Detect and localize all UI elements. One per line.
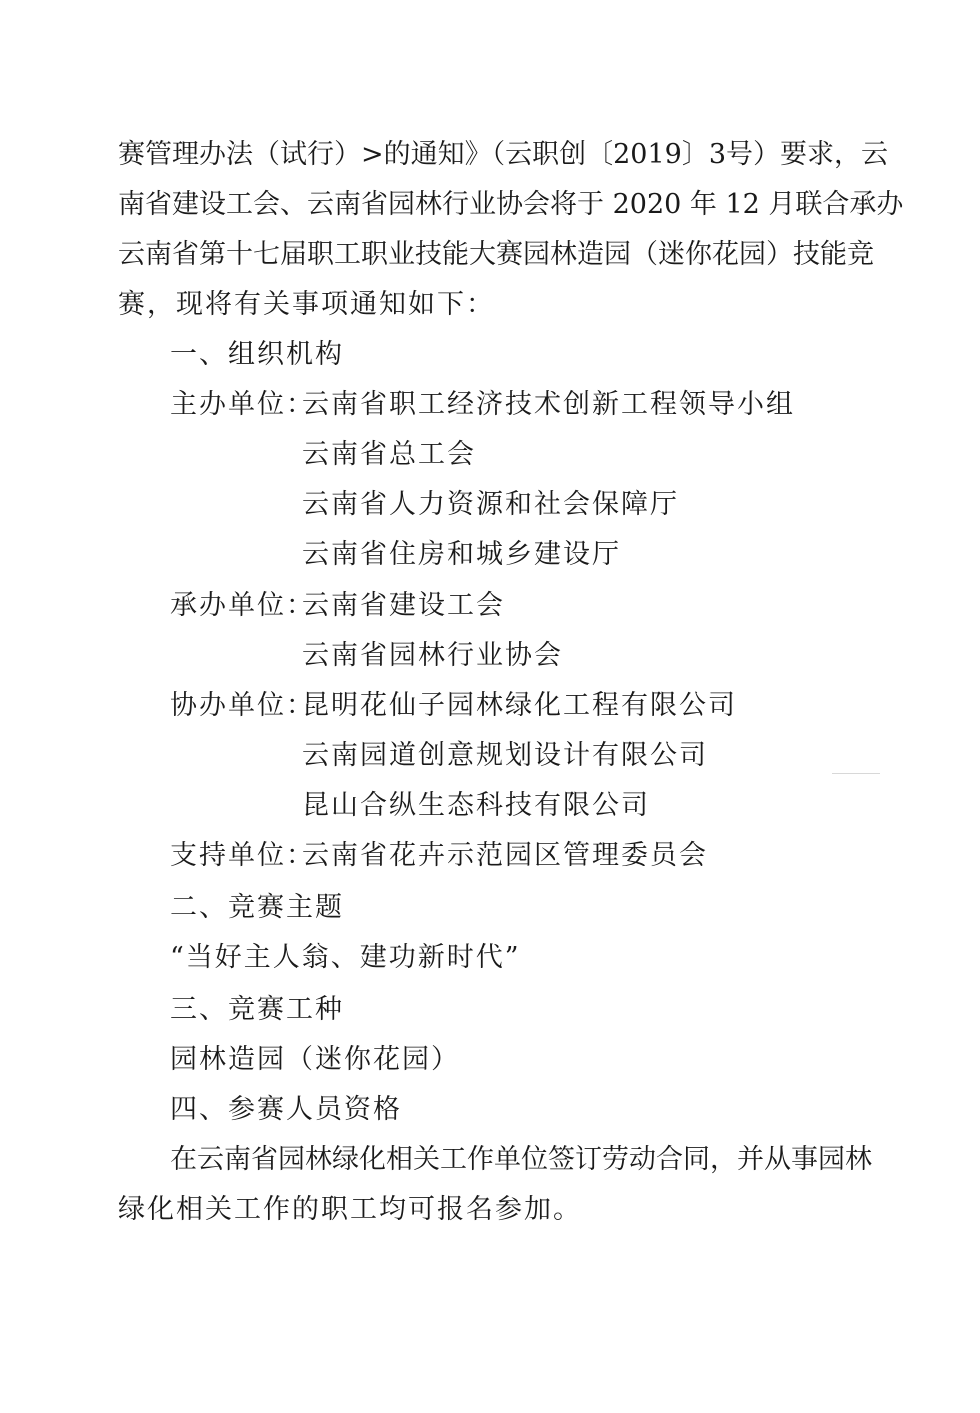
support-label: 支持单位： — [170, 840, 315, 871]
host-unit-3: 云南省人力资源和社会保障厅 — [302, 489, 679, 520]
support-unit-1: 云南省花卉示范园区管理委员会 — [302, 840, 708, 871]
organizer-unit-2: 云南省园林行业协会 — [302, 640, 563, 671]
host-label: 主办单位： — [170, 389, 315, 420]
intro-line-4: 赛，现将有关事项通知如下： — [118, 289, 495, 320]
organizer-label: 承办单位： — [170, 590, 315, 621]
host-unit-2: 云南省总工会 — [302, 439, 476, 470]
host-unit-1: 云南省职工经济技术创新工程领导小组 — [302, 389, 795, 420]
eligibility-line-1: 在云南省园林绿化相关工作单位签订劳动合同，并从事园林 — [170, 1144, 872, 1175]
coorganizer-label: 协办单位： — [170, 690, 315, 721]
section-heading-organization: 一、组织机构 — [170, 339, 344, 370]
competition-trade: 园林造园（迷你花园） — [170, 1044, 460, 1075]
scan-mark — [832, 773, 880, 774]
organizer-unit-1: 云南省建设工会 — [302, 590, 505, 621]
intro-line-1: 赛管理办法（试行）>的通知》（云职创〔2019〕3号）要求，云 — [118, 139, 889, 170]
coorganizer-unit-1: 昆明花仙子园林绿化工程有限公司 — [302, 690, 737, 721]
coorganizer-unit-3: 昆山合纵生态科技有限公司 — [302, 790, 650, 821]
section-heading-trade: 三、竞赛工种 — [170, 994, 344, 1025]
section-heading-theme: 二、竞赛主题 — [170, 892, 344, 923]
competition-theme: “当好主人翁、建功新时代” — [170, 942, 521, 973]
section-heading-eligibility: 四、参赛人员资格 — [170, 1094, 402, 1125]
eligibility-line-2: 绿化相关工作的职工均可报名参加。 — [118, 1194, 582, 1225]
intro-line-3: 云南省第十七届职工职业技能大赛园林造园（迷你花园）技能竞 — [118, 239, 874, 270]
host-unit-4: 云南省住房和城乡建设厅 — [302, 539, 621, 570]
coorganizer-unit-2: 云南园道创意规划设计有限公司 — [302, 740, 708, 771]
intro-line-2: 南省建设工会、云南省园林行业协会将于 2020 年 12 月联合承办 — [118, 189, 904, 220]
